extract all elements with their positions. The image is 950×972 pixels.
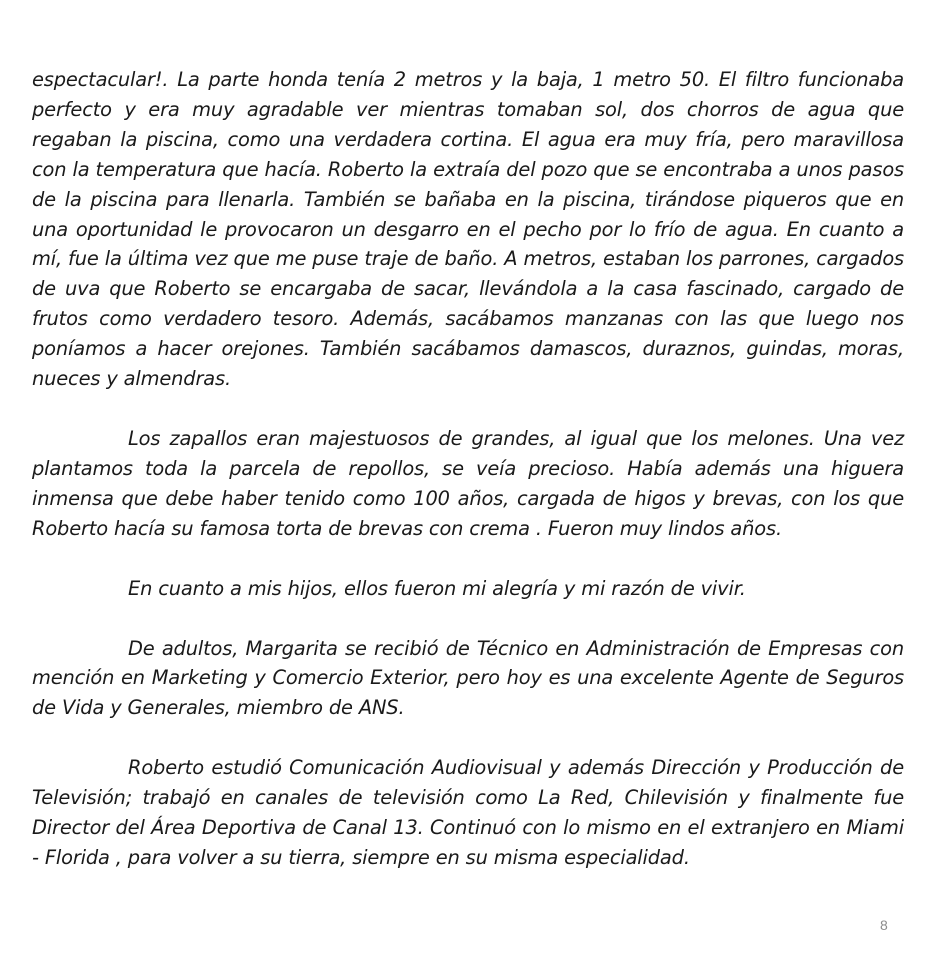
paragraph-margarita: De adultos, Margarita se recibió de Técnico en Administración de Empresas con mención en Marketing y Comercio Exterior, pero hoy es una excelente Agente de Seguros de Vida y Generales, miembro de ANS. — [32, 636, 904, 720]
page-number: 8 — [880, 917, 888, 933]
paragraph-roberto: Roberto estudió Comunicación Audiovisual y además Dirección y Producción de Televisión; trabajó en canales de televisión como La Red, Chilevisión y finalmente fue Director del Área Deportiva de Canal 13. Continuó con lo mismo en el extranjero en Miami - Florida , para volver a su tierra, siempre en su misma especialidad. — [32, 756, 904, 869]
paragraph-children: En cuanto a mis hijos, ellos fueron mi alegría y mi razón de vivir. — [128, 576, 746, 600]
body-text — [32, 65, 904, 903]
paragraph-pool-and-orchard: espectacular!. La parte honda tenía 2 metros y la baja, 1 metro 50. El filtro funcionaba perfecto y era muy agradable ver mientras tomaban sol, dos chorros de agua que regaban la piscina, como una verdadera cortina. El agua era muy fría, pero maravillosa con la temperatura que hacía. Roberto la extraía del pozo que se encontraba a unos pasos de la piscina para llenarla. También se bañaba en la piscina, tirándose piqueros que en una oportunidad le provocaron un desgarro en el pecho por lo frío de agua. En cuanto a mí, fue la última vez que me puse traje de baño. A metros, estaban los parrones, cargados de uva que Roberto se encargaba de sacar, llevándola a la casa fascinado, cargado de frutos como verdadero tesoro. Además, sacábamos manzanas con las que luego nos poníamos a hacer orejones. También sacábamos damascos, duraznos, guindas, moras, nueces y almendras. — [32, 68, 904, 391]
paragraph-garden: Los zapallos eran majestuosos de grandes, al igual que los melones. Una vez plantamos toda la parcela de repollos, se veía precioso. Había además una higuera inmensa que debe haber tenido como 100 años, cargada de higos y brevas, con los que Roberto hacía su famosa torta de brevas con crema . Fueron muy lindos años. — [32, 426, 904, 540]
